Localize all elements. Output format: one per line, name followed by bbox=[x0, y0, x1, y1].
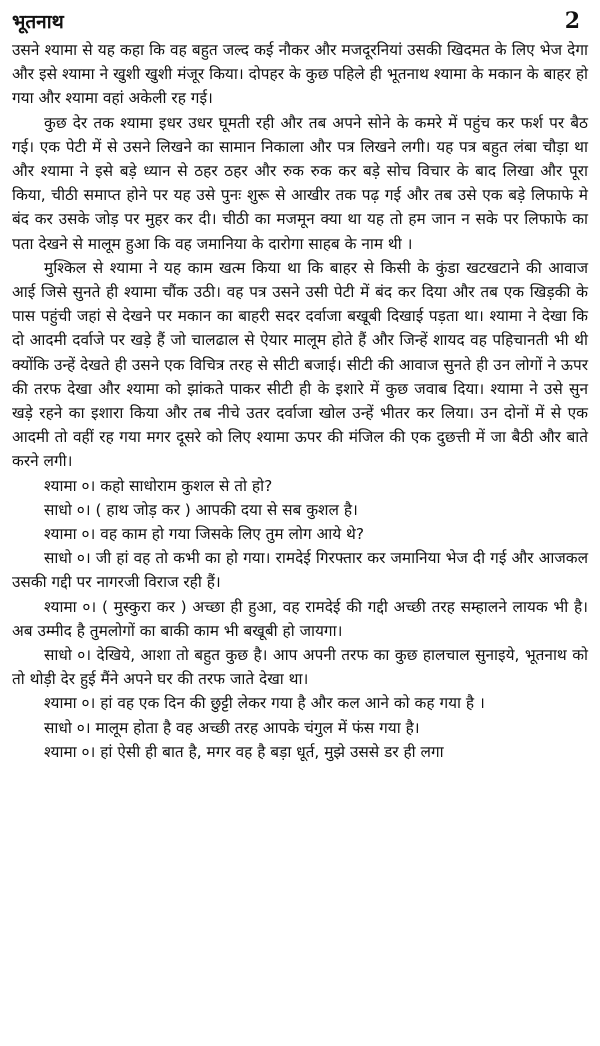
dialogue-line: साधो ०। ( हाथ जोड़ कर ) आपकी दया से सब कुशल है। bbox=[44, 500, 358, 519]
paragraph: मुश्किल से श्यामा ने यह काम खत्म किया था कि बाहर से किसी के कुंडा खटखटाने की आवाज आई जिसे सुनते ही श्यामा चौंक उठी। वह पत्र उसने उसी पेटी में बंद कर दिया और तब एक खिड़की के पास पहुंची जहां से देखने पर मकान का बाहरी सदर दर्वाजा बखूबी दिखाई पड़ता था। श्यामा ने देखा कि दो आदमी दर्वाजे पर खड़े हैं जो चालढाल से ऐयार मालूम होते हैं और जिन्हें शायद वह पहिचानती भी थी क्योंकि उन्हें देखते ही उसने एक विचित्र तरह से सीटी बजाई। सीटी की आवाज सुनते ही उन लोगों ने ऊपर की तरफ देखा और श्यामा को झांकते पाकर सीटी ही के इशारे में कुछ जवाब दिया। श्यामा ने उसे सुन खड़े रहने का इशारा किया और तब नीचे उतर दर्वाजा खोल उन्हें भीतर कर लिया। उन दोनों में से एक आदमी तो वहीं रह गया मगर दूसरे को लिए श्यामा ऊपर की मंजिल की एक दुछत्ती में जा बैठी और बाते करने लगी। bbox=[12, 258, 588, 471]
dialogue-line: श्यामा ०। ( मुस्कुरा कर ) अच्छा ही हुआ, वह रामदेई की गद्दी अच्छी तरह सम्हालने लायक भी है। अब उम्मीद है तुमलोगों का बाकी काम भी बखूबी हो जायगा। bbox=[12, 597, 588, 640]
dialogue-line: श्यामा ०। वह काम हो गया जिसके लिए तुम लोग आये थे? bbox=[44, 525, 365, 544]
page-number: 2 bbox=[564, 8, 580, 34]
dialogue-line: श्यामा ०। हां ऐसी ही बात है, मगर वह है बड़ा धूर्त, मुझे उससे डर ही लगा bbox=[44, 742, 444, 761]
paragraph: कुछ देर तक श्यामा इधर उधर घूमती रही और तब अपने सोने के कमरे में पहुंच कर फर्श पर बैठ गई। एक पेटी में से उसने लिखने का सामान निकाला और पत्र लिखने लगी। यह पत्र बहुत लंबा चौड़ा था और श्यामा ने इसे बड़े ध्यान से ठहर ठहर और रुक रुक कर बड़े सोच विचार के बाद लिखा और पूरा किया, चीठी समाप्त होने पर यह उसे पुनः शुरू से आखीर तक पढ़ गई और तब उसे एक बड़े लिफाफे मे बंद कर उसके जोड़ पर मुहर कर दी। चीठी का मजमून क्या था यह तो हम जान न सके पर लिफाफे का पता देखने से मालूम हुआ कि वह जमानिया के दारोगा साहब के नाम थी । bbox=[12, 113, 588, 253]
dialogue-line: साधो ०। मालूम होता है वह अच्छी तरह आपके चंगुल में फंस गया है। bbox=[44, 718, 420, 737]
page-header bbox=[12, 8, 588, 38]
dialogue-line: साधो ०। जी हां वह तो कभी का हो गया। रामदेई गिरफ्तार कर जमानिया भेज दी गई और आजकल उसकी गद्दी पर नागरजी विराज रही हैं। bbox=[12, 549, 588, 592]
dialogue-line: श्यामा ०। हां वह एक दिन की छुट्टी लेकर गया है और कल आने को कह गया है । bbox=[44, 694, 485, 713]
dialogue-line: श्यामा ०। कहो साधोराम कुशल से तो हो? bbox=[44, 476, 273, 495]
paragraph: उसने श्यामा से यह कहा कि वह बहुत जल्द कई नौकर और मजदूरनियां उसकी खिदमत के लिए भेज देगा और इसे श्यामा ने खुशी खुशी मंजूर किया। दोपहर के कुछ पहिले ही भूतनाथ श्यामा के मकान के बाहर हो गया और श्यामा वहां अकेली रह गई। bbox=[12, 41, 588, 108]
dialogue-line: साधो ०। देखिये, आशा तो बहुत कुछ है। आप अपनी तरफ का कुछ हालचाल सुनाइये, भूतनाथ को तो थोड़ी देर हुई मैंने अपने घर की तरफ जाते देखा था। bbox=[12, 646, 588, 689]
page-body bbox=[12, 38, 588, 764]
running-title: भूतनाथ bbox=[12, 11, 64, 33]
